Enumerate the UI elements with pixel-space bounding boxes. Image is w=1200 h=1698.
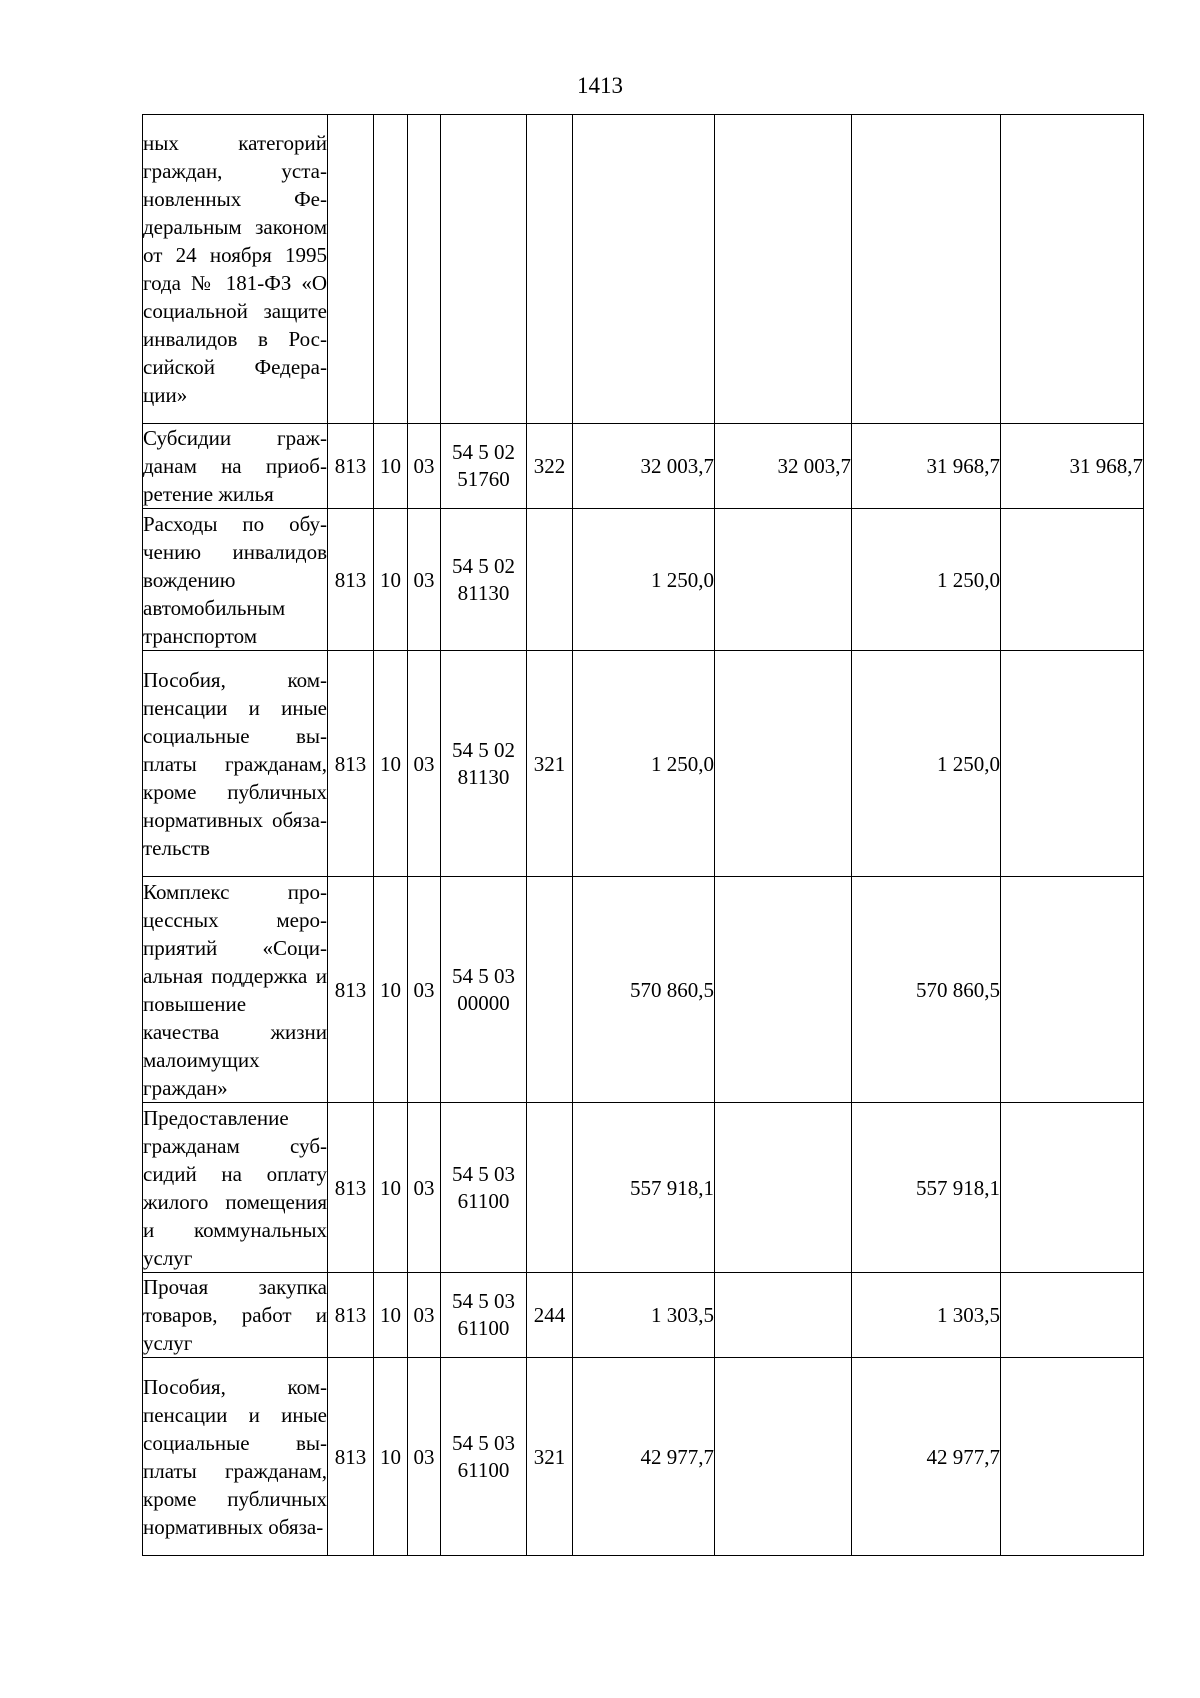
amount-cell-3: 31 968,7: [852, 424, 1001, 509]
amount-cell-1: 42 977,7: [573, 1358, 715, 1556]
section-code-cell: 10: [374, 424, 408, 509]
amount-cell-3: [852, 115, 1001, 424]
ved-code-cell: 813: [328, 651, 374, 877]
subsection-code-cell: 03: [408, 1103, 441, 1273]
amount-cell-4: [1001, 1358, 1144, 1556]
target-article-cell: [441, 1273, 527, 1358]
amount-cell-3: 42 977,7: [852, 1358, 1001, 1556]
amount-cell-1: 1 303,5: [573, 1273, 715, 1358]
budget-table-body: [143, 115, 1144, 1556]
table-row: [143, 1273, 1144, 1358]
table-row: [143, 1103, 1144, 1273]
amount-cell-4: [1001, 509, 1144, 651]
amount-cell-1: 557 918,1: [573, 1103, 715, 1273]
table-row: [143, 1358, 1144, 1556]
table-row: [143, 115, 1144, 424]
subsection-code-cell: 03: [408, 877, 441, 1103]
target-article-line-2: 61100: [457, 1188, 510, 1213]
target-article-line-2: 61100: [457, 1316, 510, 1340]
section-code-cell: 10: [374, 1273, 408, 1358]
table-row: [143, 877, 1144, 1103]
amount-cell-4: 31 968,7: [1001, 424, 1144, 509]
page-number: 1413: [577, 73, 623, 98]
expense-type-cell: 322: [527, 424, 573, 509]
amount-cell-3: 557 918,1: [852, 1103, 1001, 1273]
amount-cell-1: 32 003,7: [573, 424, 715, 509]
ved-code-cell: 813: [328, 509, 374, 651]
target-article-cell: [441, 651, 527, 877]
target-article-line-1: 54 5 03: [452, 1161, 515, 1186]
section-code-cell: 10: [374, 1358, 408, 1556]
expense-type-cell: [527, 115, 573, 424]
amount-cell-1: 1 250,0: [573, 509, 715, 651]
row-name-cell: Субсидии гражданам на приобретение жилья: [143, 424, 328, 509]
amount-cell-3: 1 250,0: [852, 509, 1001, 651]
subsection-code-cell: [408, 115, 441, 424]
section-code-cell: 10: [374, 651, 408, 877]
ved-code-cell: [328, 115, 374, 424]
row-name-cell: ных категорий граждан, установленных Федеральным законом от 24 ноября 1995 года № 181-ФЗ «О социальной защите инвалидов в Российской Федерации»: [143, 115, 328, 424]
target-article-cell: [441, 877, 527, 1103]
amount-cell-3: 570 860,5: [852, 877, 1001, 1103]
subsection-code-cell: 03: [408, 1273, 441, 1358]
subsection-code-cell: 03: [408, 509, 441, 651]
amount-cell-2: [715, 115, 852, 424]
expense-type-cell: [527, 509, 573, 651]
ved-code-cell: 813: [328, 1103, 374, 1273]
amount-cell-2: [715, 1103, 852, 1273]
row-name-cell: Предоставление гражданам субсидий на оплату жилого помещения и коммунальных услуг: [143, 1103, 328, 1273]
amount-cell-1: 570 860,5: [573, 877, 715, 1103]
subsection-code-cell: 03: [408, 1358, 441, 1556]
amount-cell-3: 1 303,5: [852, 1273, 1001, 1358]
amount-cell-3: 1 250,0: [852, 651, 1001, 877]
target-article-line-2: 81130: [457, 580, 510, 605]
target-article-cell: [441, 115, 527, 424]
target-article-cell: [441, 1358, 527, 1556]
ved-code-cell: 813: [328, 424, 374, 509]
ved-code-cell: 813: [328, 877, 374, 1103]
target-article-line-1: 54 5 03: [452, 963, 515, 988]
table-row: [143, 424, 1144, 509]
subsection-code-cell: 03: [408, 651, 441, 877]
target-article-line-2: 51760: [457, 467, 510, 491]
budget-table: [142, 114, 1144, 1556]
target-article-line-1: 54 5 02: [452, 553, 515, 578]
amount-cell-2: [715, 1358, 852, 1556]
target-article-cell: [441, 1103, 527, 1273]
subsection-code-cell: 03: [408, 424, 441, 509]
expense-type-cell: [527, 1103, 573, 1273]
target-article-line-1: 54 5 02: [452, 440, 515, 464]
amount-cell-4: [1001, 651, 1144, 877]
section-code-cell: [374, 115, 408, 424]
target-article-line-2: 61100: [457, 1457, 510, 1482]
target-article-line-2: 00000: [457, 990, 510, 1015]
target-article-line-1: 54 5 02: [452, 737, 515, 762]
section-code-cell: 10: [374, 1103, 408, 1273]
table-row: [143, 651, 1144, 877]
amount-cell-4: [1001, 877, 1144, 1103]
section-code-cell: 10: [374, 509, 408, 651]
amount-cell-2: 32 003,7: [715, 424, 852, 509]
amount-cell-2: [715, 509, 852, 651]
amount-cell-2: [715, 651, 852, 877]
amount-cell-2: [715, 877, 852, 1103]
target-article-line-1: 54 5 03: [452, 1289, 515, 1313]
row-name-cell: Расходы по обучению инвалидов вождению автомобильным транспортом: [143, 509, 328, 651]
table-row: [143, 509, 1144, 651]
expense-type-cell: 321: [527, 1358, 573, 1556]
row-name-cell: Комплекс процессных мероприятий «Социальная поддержка и повышение качества жизни малоимущих граждан»: [143, 877, 328, 1103]
row-name-cell: Пособия, компенсации и иные социальные выплаты гражданам, кроме публичных нормативных обязательств: [143, 651, 328, 877]
amount-cell-2: [715, 1273, 852, 1358]
target-article-cell: [441, 424, 527, 509]
expense-type-cell: 321: [527, 651, 573, 877]
row-name-cell: Прочая закупка товаров, работ и услуг: [143, 1273, 328, 1358]
amount-cell-1: 1 250,0: [573, 651, 715, 877]
target-article-line-2: 81130: [457, 764, 510, 789]
expense-type-cell: 244: [527, 1273, 573, 1358]
ved-code-cell: 813: [328, 1273, 374, 1358]
target-article-line-1: 54 5 03: [452, 1430, 515, 1455]
target-article-cell: [441, 509, 527, 651]
expense-type-cell: [527, 877, 573, 1103]
row-name-cell: Пособия, компенсации и иные социальные выплаты гражданам, кроме публичных нормативных обяза-: [143, 1358, 328, 1556]
section-code-cell: 10: [374, 877, 408, 1103]
amount-cell-4: [1001, 115, 1144, 424]
amount-cell-1: [573, 115, 715, 424]
amount-cell-4: [1001, 1273, 1144, 1358]
amount-cell-4: [1001, 1103, 1144, 1273]
ved-code-cell: 813: [328, 1358, 374, 1556]
